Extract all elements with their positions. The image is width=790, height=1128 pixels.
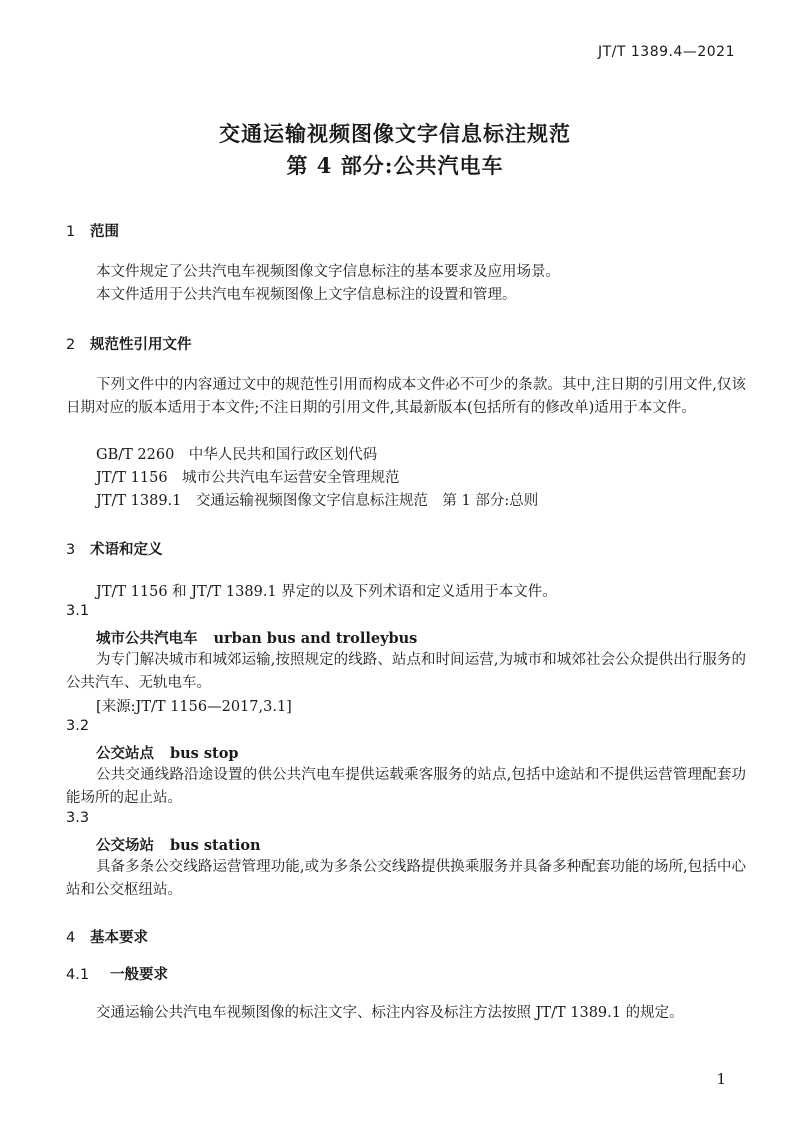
term-number: 3.1 <box>66 603 90 619</box>
term-number: 3.2 <box>66 718 90 734</box>
document-number: JT/T 1389.4—2021 <box>597 44 735 60</box>
section-title: 术语和定义 <box>90 541 163 558</box>
term-en: urban bus and trolleybus <box>213 630 418 647</box>
term-definition: 公共交通线路沿途设置的供公共汽电车提供运载乘客服务的站点,包括中途站和不提供运营管理配套功能场所的起止站。 <box>66 767 746 806</box>
section-2-heading <box>66 333 192 354</box>
paragraph: JT/T 1156 和 JT/T 1389.1 界定的以及下列术语和定义适用于本文件。 <box>96 584 557 600</box>
section-3-heading <box>66 538 163 559</box>
page-number: 1 <box>716 1070 726 1088</box>
term-definition: 为专门解决城市和城郊运输,按照规定的线路、站点和时间运营,为城市和城郊社会公众提供出行服务的公共汽车、无轨电车。 <box>66 652 746 691</box>
section-number: 2 <box>66 337 76 353</box>
section-number: 3 <box>66 542 76 558</box>
subsection-number: 4.1 <box>66 967 90 983</box>
paragraph: 交通运输公共汽电车视频图像的标注文字、标注内容及标注方法按照 JT/T 1389.1 的规定。 <box>96 1005 684 1021</box>
paragraph: 本文件适用于公共汽电车视频图像上文字信息标注的设置和管理。 <box>96 287 517 303</box>
subsection-title: 一般要求 <box>110 966 168 983</box>
term-en: bus stop <box>170 745 239 762</box>
term-zh: 公交站点 <box>96 745 154 762</box>
term-zh: 城市公共汽电车 <box>96 630 198 647</box>
reference-item: GB/T 2260 中华人民共和国行政区划代码 <box>96 447 378 463</box>
paragraph: 下列文件中的内容通过文中的规范性引用而构成本文件必不可少的条款。其中,注日期的引用文件,仅该日期对应的版本适用于本文件;不注日期的引用文件,其最新版本(包括所有的修改单)适用于本文件。 <box>66 377 746 416</box>
section-title: 范围 <box>90 223 119 240</box>
reference-item: JT/T 1389.1 交通运输视频图像文字信息标注规范 第 1 部分:总则 <box>96 493 539 509</box>
term-heading <box>96 627 417 648</box>
document-title-line-1: 交通运输视频图像文字信息标注规范 <box>219 121 571 146</box>
section-4-heading <box>66 926 148 947</box>
term-heading <box>96 742 239 763</box>
reference-item: JT/T 1156 城市公共汽电车运营安全管理规范 <box>96 470 400 486</box>
term-en: bus station <box>170 837 261 854</box>
term-heading <box>96 834 261 855</box>
term-source: [来源:JT/T 1156—2017,3.1] <box>96 699 292 715</box>
section-number: 1 <box>66 224 76 240</box>
term-definition: 具备多条公交线路运营管理功能,或为多条公交线路提供换乘服务并具备多种配套功能的场所,包括中心站和公交枢纽站。 <box>66 859 746 898</box>
term-number: 3.3 <box>66 810 90 826</box>
subsection-heading <box>66 963 168 984</box>
term-zh: 公交场站 <box>96 837 154 854</box>
section-title: 规范性引用文件 <box>90 336 192 353</box>
section-title: 基本要求 <box>90 929 148 946</box>
document-title-line-2: 第 4 部分:公共汽电车 <box>286 153 504 178</box>
section-1-heading <box>66 220 119 241</box>
section-number: 4 <box>66 930 76 946</box>
paragraph: 本文件规定了公共汽电车视频图像文字信息标注的基本要求及应用场景。 <box>96 264 560 280</box>
